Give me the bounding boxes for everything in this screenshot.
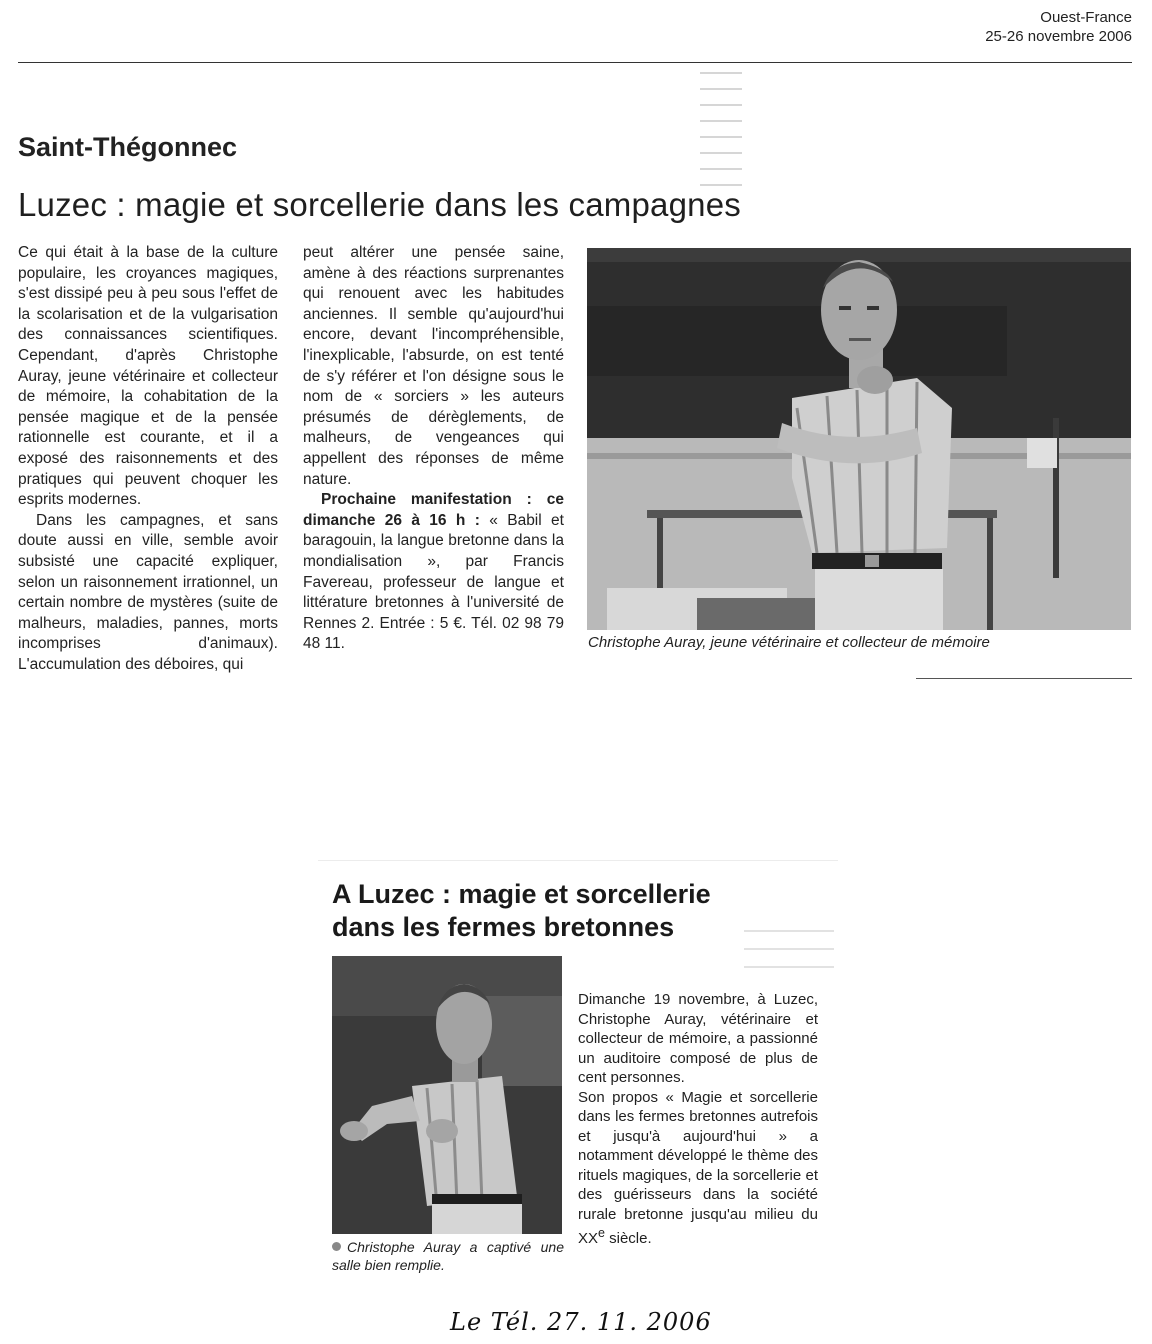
headline-line: dans les fermes bretonnes [332, 912, 675, 942]
photo-christophe-auray-standing [587, 248, 1131, 630]
paragraph: Ce qui était à la base de la culture populaire, les croyances magiques, s'est dissipé peu à peu sous l'effet de la scolarisation et de la vulgarisation des connaissances scientifiques. Cependant, d'après Christophe Auray, jeune vétérinaire et collecteur de mémoire, la cohabitation de la pensée magique et de la pensée rationnelle est courante, et il a exposé des raisonnements et des pratiques qui peuvent choquer les esprits modernes. [18, 244, 278, 509]
event-label: Prochaine manifestation : ce dimanche 26 à 16 h : [303, 491, 564, 529]
paragraph-text-end: siècle. [604, 1230, 652, 1247]
article-headline: Luzec : magie et sorcellerie dans les campagnes [18, 186, 741, 223]
superscript: e [598, 1226, 605, 1240]
handwritten-source-note: Le Tél. 27. 11. 2006 [450, 1308, 712, 1336]
photo-caption: Christophe Auray, jeune vétérinaire et collecteur de mémoire [588, 634, 990, 651]
top-rule [18, 62, 1132, 63]
article-kicker: Saint-Thégonnec [18, 132, 238, 162]
headline-line: A Luzec : magie et sorcellerie [332, 879, 711, 909]
article-2-headline [332, 878, 711, 944]
article-column-2 [303, 243, 564, 655]
newspaper-name: Ouest-France [1040, 9, 1132, 26]
photo-caption [332, 1238, 564, 1274]
photo-christophe-auray-speaking [332, 956, 562, 1234]
paragraph [578, 1088, 818, 1249]
issue-date: 25-26 novembre 2006 [985, 28, 1132, 45]
caption-rule [916, 678, 1132, 679]
photo-illustration [587, 248, 1131, 630]
masthead [985, 8, 1132, 46]
paragraph: Dans les campagnes, et sans doute aussi en ville, semble avoir subsisté une capacité expliquer, selon un raisonnement irrationnel, un certain nombre de mystères (suite de malheurs, maladies, pannes, morts incomprises d'animaux). L'accumulation des déboires, qui [18, 511, 278, 673]
caption-text: Christophe Auray a captivé une salle bien remplie. [332, 1239, 564, 1273]
bleed-through-column [700, 72, 742, 200]
article-column-1 [18, 243, 278, 675]
bleed-through-text [744, 930, 834, 984]
bullet-icon [332, 1242, 341, 1251]
bleed-through-rule [318, 860, 838, 861]
paragraph: peut altérer une pensée saine, amène à des réactions surprenantes qui renouent avec les habitudes anciennes. Il semble qu'aujourd'hui encore, devant l'incompréhensible, l'inexplicable, l'absurde, on est tenté de s'y référer et l'on désigne sous le nom de « sorciers » les auteurs présumés de dérèglements, de malheurs, de vengeances qui appellent des réponses de même nature. [303, 244, 564, 488]
event-announcement [303, 490, 564, 655]
photo-illustration [332, 956, 562, 1234]
paragraph: Dimanche 19 novembre, à Luzec, Christophe Auray, vétérinaire et collecteur de mémoire, a passionné un auditoire composé de plus de cent personnes. [578, 991, 818, 1086]
paragraph-text: Son propos « Magie et sorcellerie dans les fermes bretonnes autrefois et jusqu'à aujourd'hui » a notamment développé le thème des rituels magiques, de la sorcellerie et des guérisseurs dans la société rurale bretonne jusqu'au milieu du XX [578, 1088, 818, 1247]
event-details: « Babil et baragouin, la langue bretonne dans la mondialisation », par Francis Favereau, professeur de langue et littérature bretonnes à l'université de Rennes 2. Entrée : 5 €. Tél. 02 98 79 48 11. [303, 511, 564, 653]
article-2-body [578, 990, 818, 1249]
